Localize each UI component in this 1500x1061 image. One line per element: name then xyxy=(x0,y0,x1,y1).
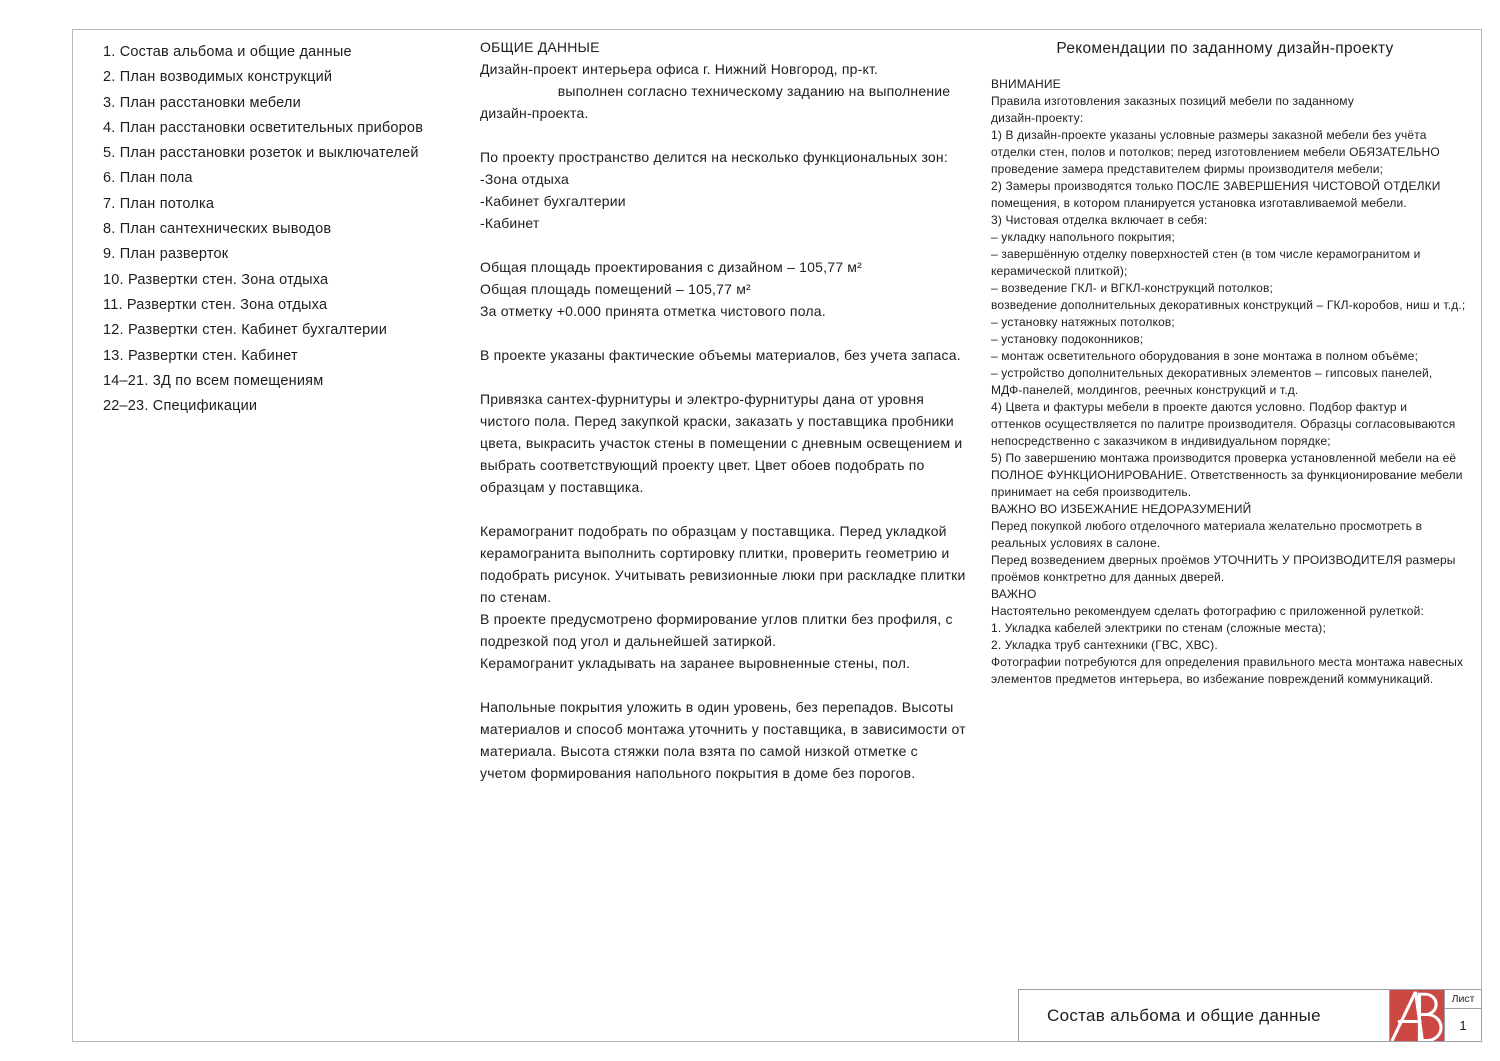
general-data-line: Керамогранит подобрать по образцам у поставщика. Перед укладкой xyxy=(480,523,947,539)
title-block xyxy=(1018,989,1482,1042)
recommendation-line: проведение замера представителем фирмы производителя мебели; xyxy=(991,162,1384,176)
av-logo-icon xyxy=(1390,990,1444,1041)
general-data-line: выполнен согласно техническому заданию на выполнение xyxy=(480,83,951,99)
general-data-line: чистого пола. Перед закупкой краски, заказать у поставщика пробники xyxy=(480,413,954,429)
general-data-line: Привязка сантех-фурнитуры и электро-фурнитуры дана от уровня xyxy=(480,391,925,407)
recommendation-line: помещения, в котором планируется установка изготавливаемой мебели. xyxy=(991,196,1407,210)
company-logo xyxy=(1389,990,1444,1041)
recommendation-line: керамической плиткой); xyxy=(991,264,1128,278)
recommendation-line: реальных условиях в салоне. xyxy=(991,536,1161,550)
general-data-line: Напольные покрытия уложить в один уровень, без перепадов. Высоты xyxy=(480,699,954,715)
toc-item: 13. Развертки стен. Кабинет xyxy=(103,347,298,364)
general-data-line: выбрать соответствующий проекту цвет. Цвет обоев подобрать по xyxy=(480,457,925,473)
toc-item: 12. Развертки стен. Кабинет бухгалтерии xyxy=(103,322,388,339)
general-data-line: Дизайн-проект интерьера офиса г. Нижний Новгород, пр-кт. xyxy=(480,61,879,77)
recommendation-line: дизайн-проекту: xyxy=(991,111,1084,125)
toc-item: 9. План разверток xyxy=(103,246,229,263)
recommendation-line: Фотографии потребуются для определения правильного места монтажа навесных xyxy=(991,655,1464,669)
recommendation-line: Перед покупкой любого отделочного материала желательно просмотреть в xyxy=(991,519,1423,533)
sheet-number: 1 xyxy=(1459,1017,1467,1033)
general-data-line: дизайн-проекта. xyxy=(480,105,589,121)
general-data-line: По проекту пространство делится на несколько функциональных зон: xyxy=(480,149,948,165)
recommendations-title: Рекомендации по заданному дизайн-проекту xyxy=(1056,40,1394,57)
toc-item: 2. План возводимых конструкций xyxy=(103,69,333,86)
general-data-line: образцам у поставщика. xyxy=(480,479,644,495)
recommendation-line: – установку подоконников; xyxy=(991,332,1144,346)
recommendation-line: – установку натяжных потолков; xyxy=(991,315,1175,329)
toc-item: 11. Развертки стен. Зона отдыха xyxy=(103,296,328,313)
recommendation-line: Перед возведением дверных проёмов УТОЧНИТЬ У ПРОИЗВОДИТЕЛЯ размеры xyxy=(991,553,1456,567)
general-data-line: подобрать рисунок. Учитывать ревизионные люки при раскладке плитки xyxy=(480,567,966,583)
recommendation-line: – монтаж осветительного оборудования в зоне монтажа в полном объёме; xyxy=(991,349,1419,363)
recommendation-line: ВНИМАНИЕ xyxy=(991,77,1061,91)
general-data-line xyxy=(480,234,966,256)
recommendation-line: отделки стен, полов и потолков; перед изготовлением мебели ОБЯЗАТЕЛЬНО xyxy=(991,145,1440,159)
recommendation-line: 3) Чистовая отделка включает в себя: xyxy=(991,213,1208,227)
recommendation-line: – устройство дополнительных декоративных элементов – гипсовых панелей, xyxy=(991,366,1433,380)
general-data-line: Керамогранит укладывать на заранее выровненные стены, пол. xyxy=(480,655,911,671)
recommendation-line: 5) По завершению монтажа производится проверка установленной мебели на её xyxy=(991,451,1457,465)
toc-item: 14–21. 3Д по всем помещениям xyxy=(103,372,324,389)
recommendation-line: 2. Укладка труб сантехники (ГВС, ХВС). xyxy=(991,638,1218,652)
toc-item: 10. Развертки стен. Зона отдыха xyxy=(103,271,329,288)
recommendation-line: 2) Замеры производятся только ПОСЛЕ ЗАВЕРШЕНИЯ ЧИСТОВОЙ ОТДЕЛКИ xyxy=(991,179,1441,193)
recommendation-line: элементов предметов интерьера, во избежание повреждений коммуникаций. xyxy=(991,672,1434,686)
recommendation-line: – укладку напольного покрытия; xyxy=(991,230,1175,244)
general-data-line: -Кабинет бухгалтерии xyxy=(480,193,626,209)
toc-item: 3. План расстановки мебели xyxy=(103,94,301,111)
general-data-line: керамогранита выполнить сортировку плитки, проверить геометрию и xyxy=(480,545,950,561)
general-data-line xyxy=(480,674,966,696)
toc-item: 4. План расстановки осветительных приборов xyxy=(103,119,424,136)
recommendation-line: Настоятельно рекомендуем сделать фотографию с приложенной рулеткой: xyxy=(991,604,1424,618)
recommendation-line: оттенков осуществляется по палитре производителя. Образцы согласовываются xyxy=(991,417,1456,431)
recommendation-line: возведение дополнительных декоративных конструкций – ГКЛ-коробов, ниш и т.д.; xyxy=(991,298,1466,312)
toc-item: 8. План сантехнических выводов xyxy=(103,221,332,238)
recommendation-line: – завершённую отделку поверхностей стен (в том числе керамогранитом и xyxy=(991,247,1421,261)
general-data-line: -Кабинет xyxy=(480,215,540,231)
toc-item: 1. Состав альбома и общие данные xyxy=(103,44,352,60)
recommendation-line: ВАЖНО xyxy=(991,587,1037,601)
recommendation-line: ПОЛНОЕ ФУНКЦИОНИРОВАНИЕ. Ответственность за функционирование мебели xyxy=(991,468,1463,482)
recommendation-line: проёмов конктретно для данных дверей. xyxy=(991,570,1225,584)
title-block-doc-title: Состав альбома и общие данные xyxy=(1047,1005,1321,1025)
sheet-label: Лист xyxy=(1445,990,1481,1009)
toc-item: 5. План расстановки розеток и выключателей xyxy=(103,145,419,162)
recommendation-line: непосредственно с заказчиком в индивидуальном порядке; xyxy=(991,434,1331,448)
general-data-line: материала. Высота стяжки пола взята по самой низкой отметке с xyxy=(480,743,918,759)
recommendation-line: – возведение ГКЛ- и ВГКЛ-конструкций потолков; xyxy=(991,281,1273,295)
toc-item: 6. План пола xyxy=(103,170,193,187)
general-data-line: учетом формирования напольного покрытия в доме без порогов. xyxy=(480,765,916,781)
general-data-line: по стенам. xyxy=(480,589,552,605)
general-data-line: ОБЩИЕ ДАННЫЕ xyxy=(480,39,600,55)
general-data-line: За отметку +0.000 принята отметка чистового пола. xyxy=(480,303,826,319)
general-data-line xyxy=(480,322,966,344)
general-data-line: -Зона отдыха xyxy=(480,171,569,187)
general-data-line: Общая площадь проектирования с дизайном – 105,77 м² xyxy=(480,259,862,275)
table-of-contents xyxy=(103,40,423,419)
general-data-line: Общая площадь помещений – 105,77 м² xyxy=(480,281,751,297)
recommendations-text xyxy=(991,76,1465,688)
recommendation-line: принимает на себя производитель. xyxy=(991,485,1192,499)
recommendation-line: МДФ-панелей, молдингов, реечных конструкций и т.д. xyxy=(991,383,1299,397)
general-data-line xyxy=(480,366,966,388)
toc-item: 22–23. Спецификации xyxy=(103,398,258,415)
general-data-text xyxy=(480,36,966,784)
general-data-line: В проекте предусмотрено формирование углов плитки без профиля, с xyxy=(480,611,953,627)
recommendation-line: ВАЖНО ВО ИЗБЕЖАНИЕ НЕДОРАЗУМЕНИЙ xyxy=(991,502,1252,516)
general-data-line: подрезкой под угол и дальнейшей затиркой. xyxy=(480,633,777,649)
recommendation-line: 4) Цвета и фактуры мебели в проекте даются условно. Подбор фактур и xyxy=(991,400,1408,414)
general-data-line: цвета, выкрасить участок стены в помещении с дневным освещением и xyxy=(480,435,963,451)
general-data-line xyxy=(480,498,966,520)
sheet-number-cell xyxy=(1444,990,1481,1041)
recommendation-line: Правила изготовления заказных позиций мебели по заданному xyxy=(991,94,1354,108)
general-data-line: материалов и способ монтажа уточнить у поставщика, в зависимости от xyxy=(480,721,966,737)
recommendation-line: 1. Укладка кабелей электрики по стенам (сложные места); xyxy=(991,621,1326,635)
general-data-line xyxy=(480,124,966,146)
recommendation-line: 1) В дизайн-проекте указаны условные размеры заказной мебели без учёта xyxy=(991,128,1427,142)
toc-item: 7. План потолка xyxy=(103,195,215,212)
general-data-line: В проекте указаны фактические объемы материалов, без учета запаса. xyxy=(480,347,961,363)
